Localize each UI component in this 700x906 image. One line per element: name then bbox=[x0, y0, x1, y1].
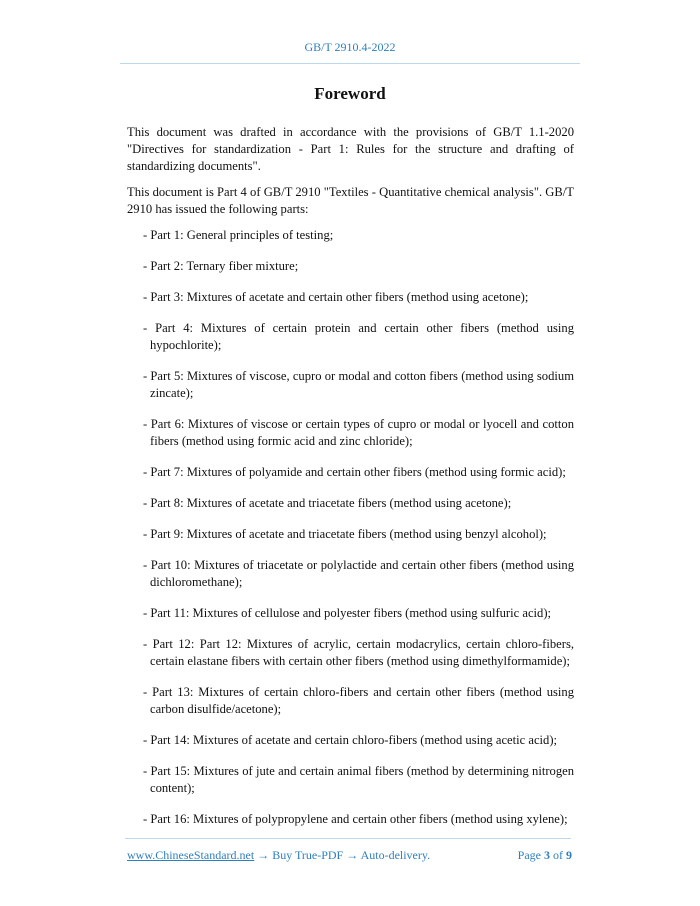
list-item: - Part 11: Mixtures of cellulose and polyester fibers (method using sulfuric acid); bbox=[143, 606, 552, 620]
list-item: - Part 14: Mixtures of acetate and certain chloro-fibers (method using acetic acid); bbox=[143, 733, 558, 747]
website-link[interactable]: www.ChineseStandard.net bbox=[127, 848, 255, 862]
header-divider bbox=[120, 63, 580, 64]
current-page: 3 bbox=[544, 848, 550, 862]
paragraph: This document is Part 4 of GB/T 2910 "Textiles - Quantitative chemical analysis". GB/T 2910 has issued the following parts: bbox=[127, 185, 574, 216]
list-item: - Part 15: Mixtures of jute and certain animal fibers (method by determining nitrogen content); bbox=[143, 764, 574, 795]
list-item: - Part 4: Mixtures of certain protein and certain other fibers (method using hypochlorite); bbox=[143, 321, 574, 352]
list-item: - Part 6: Mixtures of viscose or certain types of cupro or modal or lyocell and cotton fibers (method using formic acid and zinc chloride); bbox=[143, 417, 574, 448]
list-item: - Part 7: Mixtures of polyamide and certain other fibers (method using formic acid); bbox=[143, 465, 566, 479]
document-id-header: GB/T 2910.4-2022 bbox=[304, 40, 396, 54]
of-label: of bbox=[553, 848, 563, 862]
total-pages: 9 bbox=[566, 848, 572, 862]
list-item: - Part 8: Mixtures of acetate and triacetate fibers (method using acetone); bbox=[143, 496, 512, 510]
list-item: - Part 12: Part 12: Mixtures of acrylic, certain modacrylics, certain chloro-fibers, certain elastane fibers with certain other fibers (method using dimethylformamide); bbox=[143, 637, 574, 668]
footer bbox=[127, 848, 572, 863]
list-item: - Part 2: Ternary fiber mixture; bbox=[143, 259, 299, 273]
list-item: - Part 3: Mixtures of acetate and certain other fibers (method using acetone); bbox=[143, 290, 529, 304]
list-item: - Part 10: Mixtures of triacetate or polylactide and certain other fibers (method using dichloromethane); bbox=[143, 558, 574, 589]
paragraph: This document was drafted in accordance with the provisions of GB/T 1.1-2020 "Directives for standardization - Part 1: Rules for the structure and drafting of standardizing documents". bbox=[127, 125, 574, 173]
page-indicator bbox=[518, 848, 572, 863]
page-label: Page bbox=[517, 848, 541, 862]
page-title: Foreword bbox=[314, 84, 386, 103]
list-item: - Part 9: Mixtures of acetate and triacetate fibers (method using benzyl alcohol); bbox=[143, 527, 547, 541]
parts-list bbox=[127, 227, 574, 828]
list-item: - Part 5: Mixtures of viscose, cupro or modal and cotton fibers (method using sodium zincate); bbox=[143, 369, 574, 400]
list-item: - Part 16: Mixtures of polypropylene and certain other fibers (method using xylene); bbox=[143, 812, 568, 826]
document-body bbox=[127, 124, 574, 842]
list-item: - Part 13: Mixtures of certain chloro-fibers and certain other fibers (method using carbon disulfide/acetone); bbox=[143, 685, 574, 716]
promo-text: → Buy True-PDF → Auto-delivery. bbox=[254, 848, 431, 862]
footer-divider bbox=[125, 838, 571, 839]
list-item: - Part 1: General principles of testing; bbox=[143, 228, 334, 242]
